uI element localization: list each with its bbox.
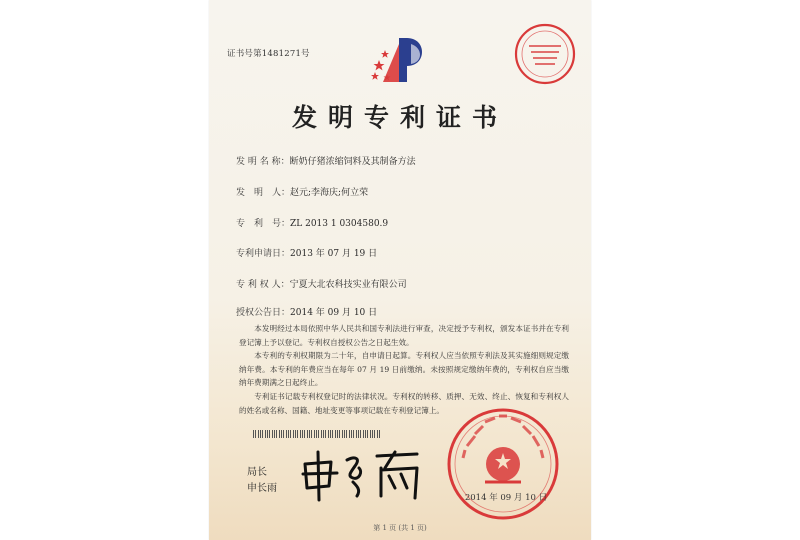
patentee-row: [236, 277, 407, 290]
patentee-label: 专 利 权 人：: [236, 280, 290, 290]
seal-date: 2014 年 09 月 10 日: [464, 493, 548, 503]
body-paragraph-2: 本专利的专利权期限为二十年，自申请日起算。专利权人应当依照专利法及其实施细则规定缴纳年费。本专利的年费应当在每年 07 月 19 日前缴纳。未按照规定缴纳年费的，专利权自应当缴纳年费期满之日起终止。: [239, 351, 569, 388]
patent-number-row: [236, 216, 388, 229]
patent-number-value: ZL 2013 1 0304580.9: [290, 219, 389, 229]
certificate-paper: [209, 0, 591, 540]
director-name: 申长雨: [247, 483, 277, 494]
official-seal-icon: [445, 406, 561, 522]
patent-number-label: 专 利 号：: [236, 219, 291, 229]
certificate-number: 证书号第1481271号: [227, 49, 310, 59]
invention-name-value: 断奶仔猪浓缩饲料及其制备方法: [289, 157, 416, 167]
body-paragraph-1: 本发明经过本局依照中华人民共和国专利法进行审查，决定授予专利权，颁发本证书并在专利登记簿上予以登记。专利权自授权公告之日起生效。: [239, 324, 569, 347]
patentee-value: 宁夏大北农科技实业有限公司: [289, 280, 407, 290]
invention-name-label: 发 明 名 称：: [236, 157, 290, 167]
page-title: 发明专利证书: [291, 103, 508, 132]
filing-date-value: 2013 年 07 月 19 日: [290, 249, 378, 259]
corner-seal-icon: [513, 22, 577, 86]
inventor-value: 赵元;李海庆;何立荣: [290, 188, 369, 198]
grant-date-label: 授权公告日：: [236, 308, 291, 318]
certificate-body: [239, 322, 569, 417]
director-title: 局长: [247, 467, 267, 478]
inventor-label: 发 明 人：: [236, 188, 291, 198]
filing-date-row: [236, 246, 377, 259]
grant-date-row: [236, 305, 377, 318]
barcode: [253, 430, 381, 438]
grant-date-value: 2014 年 09 月 10 日: [290, 308, 378, 318]
inventor-row: [236, 185, 368, 198]
invention-name-row: [236, 154, 416, 167]
body-paragraph-3: 专利证书记载专利权登记时的法律状况。专利权的转移、质押、无效、终止、恢复和专利权人的姓名或名称、国籍、地址变更等事项记载在专利登记簿上。: [239, 391, 569, 415]
patent-office-emblem-icon: [369, 30, 435, 92]
handwritten-signature: [297, 442, 427, 506]
filing-date-label: 专利申请日：: [236, 249, 291, 259]
page-footer: 第 1 页 (共 1 页): [373, 524, 427, 532]
